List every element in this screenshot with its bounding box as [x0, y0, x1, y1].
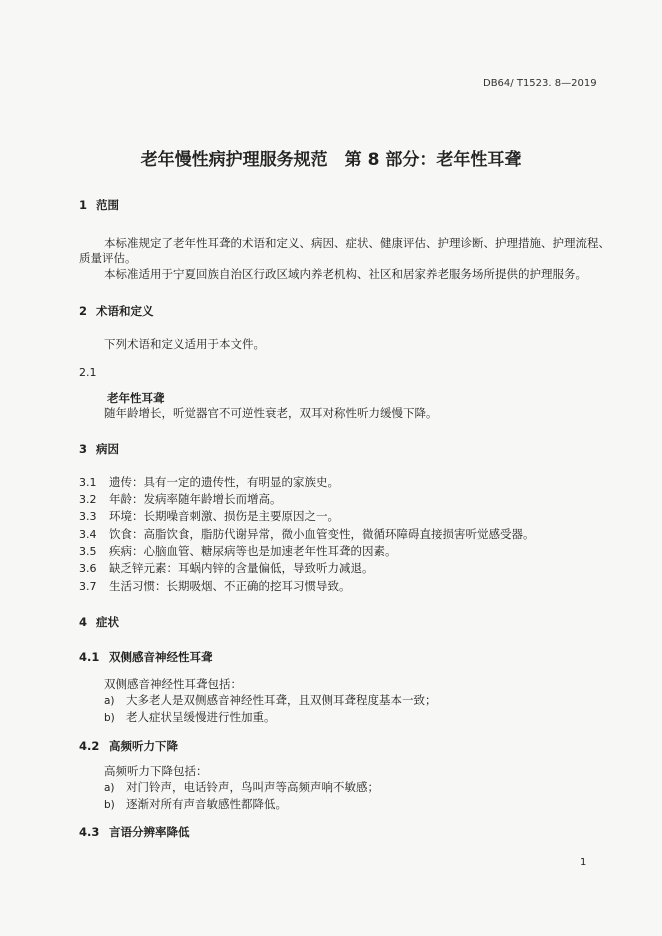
term-number: 2.1 — [79, 366, 97, 379]
section-title: 症状 — [96, 615, 119, 629]
subsection-heading: 4.1 双侧感音神经性耳聋 — [79, 650, 213, 664]
scope-paragraph-line2: 质量评估。 — [79, 251, 137, 265]
subsection-intro: 双侧感音神经性耳聋包括： — [104, 677, 242, 691]
section-number: 2 — [79, 304, 88, 318]
section-number: 3 — [79, 442, 88, 456]
subsection-intro: 高频听力下降包括： — [104, 764, 208, 778]
list-item: a) 对门铃声，电话铃声，鸟叫声等高频声响不敏感； — [104, 780, 379, 794]
section-heading-symptoms — [79, 614, 119, 630]
cause-item: 3.4 饮食：高脂饮食，脂肪代谢异常，微小血管变性，微循环障碍直接损害听觉感受器。 — [79, 527, 535, 541]
terms-intro: 下列术语和定义适用于本文件。 — [104, 337, 265, 351]
scope-paragraph-line1: 本标准规定了老年性耳聋的术语和定义、病因、症状、健康评估、护理诊断、护理措施、护理流程、 — [104, 236, 610, 250]
document-number: DB64/ T1523. 8—2019 — [483, 78, 597, 89]
section-heading-scope — [79, 197, 119, 213]
section-title: 术语和定义 — [96, 304, 154, 318]
list-item: b) 逐渐对所有声音敏感性都降低。 — [104, 797, 287, 811]
cause-item: 3.5 疾病：心脑血管、糖尿病等也是加速老年性耳聋的因素。 — [79, 544, 397, 558]
section-heading-terms — [79, 303, 154, 319]
subsection-heading: 4.3 言语分辨率降低 — [79, 825, 190, 839]
cause-item: 3.3 环境：长期噪音刺激、损伤是主要原因之一。 — [79, 509, 339, 523]
section-title: 病因 — [96, 442, 119, 456]
cause-item: 3.2 年龄：发病率随年龄增长而增高。 — [79, 492, 282, 506]
page-title: 老年慢性病护理服务规范 第 8 部分：老年性耳聋 — [140, 150, 522, 170]
list-item: b) 老人症状呈缓慢进行性加重。 — [104, 710, 276, 724]
cause-item: 3.7 生活习惯：长期吸烟、不正确的挖耳习惯导致。 — [79, 579, 351, 593]
term-name: 老年性耳聋 — [107, 391, 165, 405]
term-definition: 随年龄增长，听觉器官不可逆性衰老，双耳对称性听力缓慢下降。 — [104, 406, 438, 420]
section-heading-causes — [79, 441, 119, 457]
cause-item: 3.6 缺乏锌元素：耳蜗内锌的含量偏低，导致听力减退。 — [79, 561, 374, 575]
scope-paragraph-2: 本标准适用于宁夏回族自治区行政区域内养老机构、社区和居家养老服务场所提供的护理服务。 — [104, 267, 587, 281]
page-number: 1 — [580, 857, 587, 868]
subsection-heading: 4.2 高频听力下降 — [79, 739, 178, 753]
cause-item: 3.1 遗传：具有一定的遗传性，有明显的家族史。 — [79, 475, 339, 489]
section-title: 范围 — [96, 198, 119, 212]
list-item: a) 大多老人是双侧感音神经性耳聋，且双侧耳聋程度基本一致； — [104, 693, 437, 707]
section-number: 1 — [79, 198, 88, 212]
section-number: 4 — [79, 615, 88, 629]
